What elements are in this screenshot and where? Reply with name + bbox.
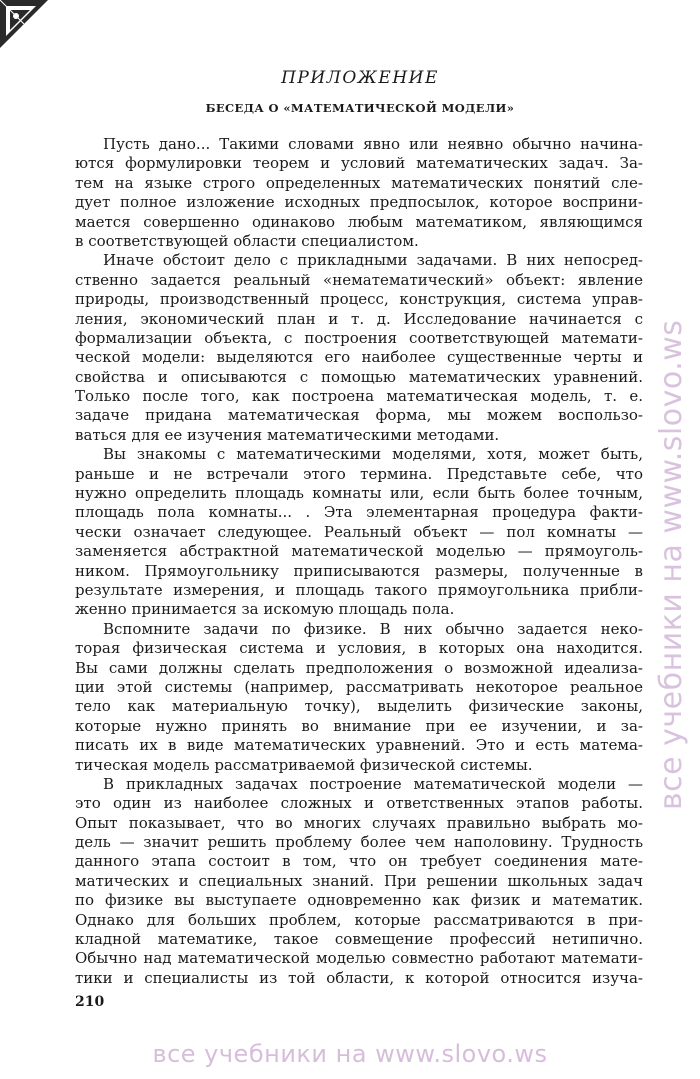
- text-line: заменяется абстрактной математической моделью — прямоуголь-: [75, 542, 643, 561]
- text-line: результате измерения, и площадь такого прямоугольника прибли-: [75, 580, 643, 599]
- text-line: дует полное изложение исходных предпосылок, которое восприни-: [75, 193, 643, 212]
- text-line: Вспомните задачи по физике. В них обычно задается неко-: [103, 619, 643, 638]
- text-line: Иначе обстоит дело с прикладными задачами. В них непосред-: [103, 251, 643, 270]
- body-text: [75, 135, 643, 988]
- text-line: матических и специальных знаний. При решении школьных задач: [75, 871, 643, 890]
- text-line: в соответствующей области специалистом.: [75, 231, 419, 250]
- text-line: по физике вы выступаете одновременно как физик и математик.: [75, 891, 643, 910]
- text-line: которые нужно принять во внимание при ее изучении, и за-: [75, 716, 643, 735]
- page-number: 210: [75, 994, 105, 1010]
- text-line: писать их в виде математических уравнений. Это и есть матема-: [75, 736, 643, 755]
- text-line: свойства и описываются с помощью математических уравнений.: [75, 367, 643, 386]
- bottom-watermark-link[interactable]: все учебники на www.slovo.ws: [152, 1040, 548, 1068]
- text-line: тики и специалисты из той области, к которой относится изуча-: [75, 968, 643, 987]
- text-line: женно принимается за искомую площадь пола.: [75, 600, 455, 619]
- text-line: ции этой системы (например, рассматривать некоторое реальное: [75, 677, 643, 696]
- text-line: чески означает следующее. Реальный объект — пол комнаты —: [75, 522, 643, 541]
- text-line: ваться для ее изучения математическими методами.: [75, 425, 500, 444]
- text-line: торая физическая система и условия, в которых она находится.: [75, 639, 643, 658]
- text-line: ются формулировки теорем и условий математических задач. За-: [75, 154, 643, 173]
- text-line: Однако для больших проблем, которые рассматриваются в при-: [75, 910, 643, 929]
- text-line: формализации объекта, с построения соответствующей математи-: [75, 328, 643, 347]
- corner-ornament-icon: [0, 0, 50, 50]
- side-watermark: все учебники на www.slovo.ws: [654, 319, 689, 810]
- text-line: природы, производственный процесс, конструкция, система управ-: [75, 290, 643, 309]
- text-line: тело как материальную точку), выделить физические законы,: [75, 697, 643, 716]
- text-line: нужно определить площадь комнаты или, если быть более точным,: [75, 484, 643, 503]
- text-line: тическая модель рассматриваемой физической системы.: [75, 755, 533, 774]
- text-line: данного этапа состоит в том, что он требует соединения мате-: [75, 852, 643, 871]
- text-line: ником. Прямоугольнику приписываются размеры, полученные в: [75, 561, 643, 580]
- text-line: Только после того, как построена математическая модель, т. е.: [75, 387, 643, 406]
- text-line: площадь пола комнаты... . Эта элементарная процедура факти-: [75, 503, 643, 522]
- text-line: это один из наиболее сложных и ответственных этапов работы.: [75, 794, 643, 813]
- section-subtitle: БЕСЕДА О «МАТЕМАТИЧЕСКОЙ МОДЕЛИ»: [205, 101, 515, 115]
- text-line: ческой модели: выделяются его наиболее существенные черты и: [75, 348, 643, 367]
- text-line: ления, экономический план и т. д. Исследование начинается с: [75, 309, 643, 328]
- section-title: ПРИЛОЖЕНИЕ: [281, 68, 439, 88]
- text-line: Обычно над математической моделью совместно работают математи-: [75, 949, 643, 968]
- text-line: тем на языке строго определенных математических понятий сле-: [75, 173, 643, 192]
- text-line: дель — значит решить проблему более чем наполовину. Трудность: [75, 833, 643, 852]
- text-line: В прикладных задачах построение математической модели —: [103, 774, 643, 793]
- text-line: раньше и не встречали этого термина. Представьте себе, что: [75, 464, 643, 483]
- text-line: мается совершенно одинаково любым математиком, являющимся: [75, 212, 643, 231]
- text-line: Вы сами должны сделать предположения о возможной идеализа-: [75, 658, 643, 677]
- text-line: Опыт показывает, что во многих случаях правильно выбрать мо-: [75, 813, 643, 832]
- text-line: кладной математике, такое совмещение профессий нетипично.: [75, 930, 643, 949]
- text-line: Вы знакомы с математическими моделями, хотя, может быть,: [103, 445, 643, 464]
- text-line: задаче придана математическая форма, мы можем воспользо-: [75, 406, 643, 425]
- text-line: Пусть дано... Такими словами явно или неявно обычно начина-: [103, 135, 643, 153]
- text-line: ственно задается реальный «нематематический» объект: явление: [75, 270, 643, 289]
